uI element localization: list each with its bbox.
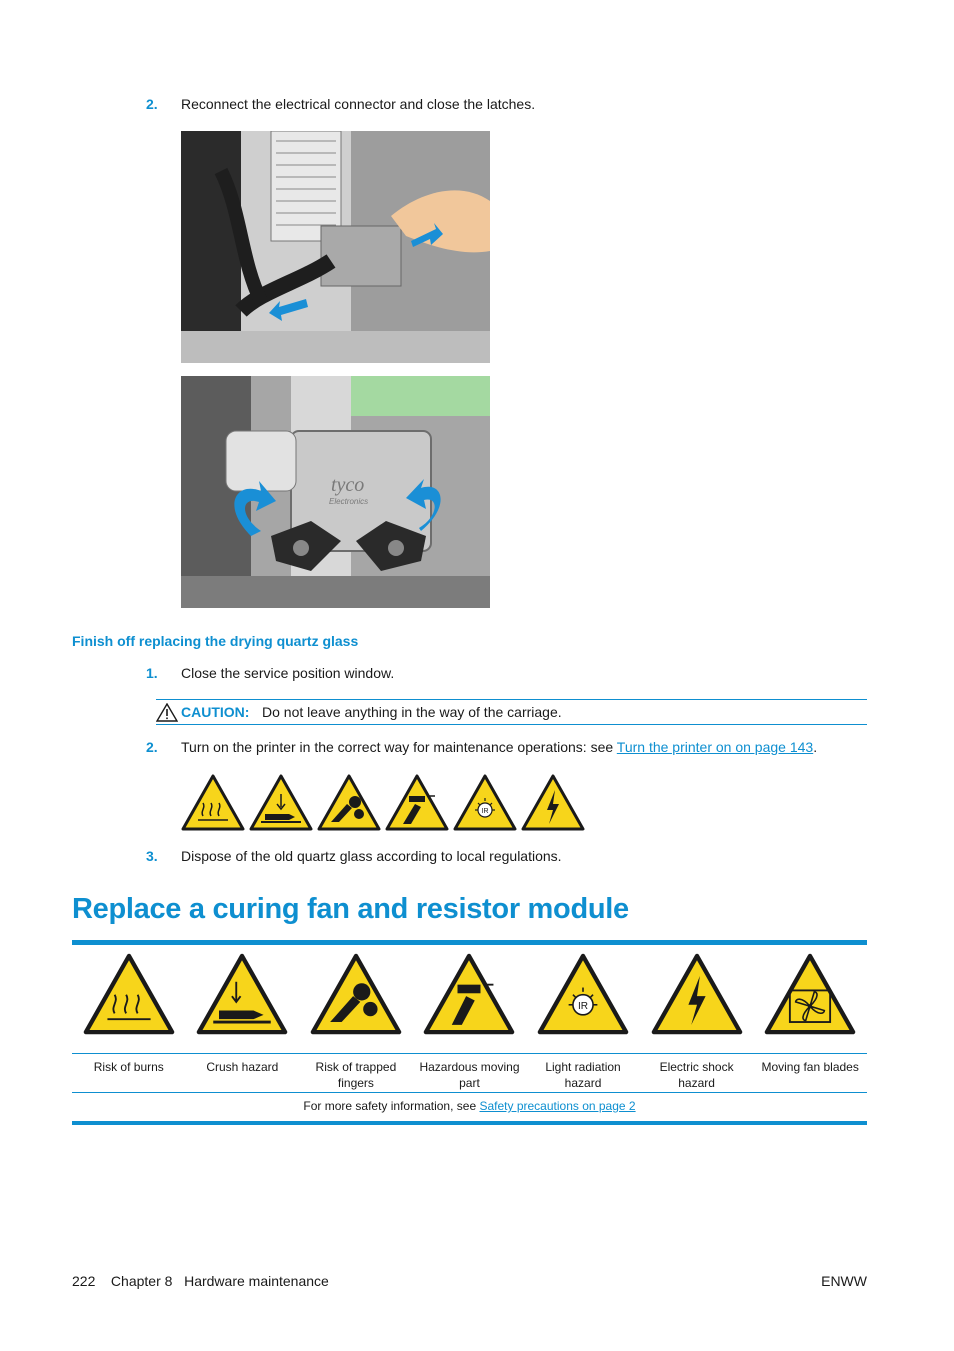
hot-surface-icon xyxy=(181,774,245,831)
section-title: Replace a curing fan and resistor module xyxy=(72,893,629,925)
chapter-title: Hardware maintenance xyxy=(184,1273,329,1289)
step-text: Dispose of the old quartz glass according to local regulations. xyxy=(181,848,562,864)
trapped-fingers-icon xyxy=(310,953,402,1035)
brand-subtext: Electronics xyxy=(329,497,369,506)
electric-shock-icon xyxy=(651,953,743,1035)
ir-label: IR xyxy=(481,808,489,815)
safety-table xyxy=(72,940,867,1125)
ir-label: IR xyxy=(578,1001,589,1013)
hot-surface-icon xyxy=(83,953,175,1035)
safety-label: Crush hazard xyxy=(206,1060,279,1074)
warning-triangle-icon xyxy=(156,703,178,722)
fan-blades-icon xyxy=(764,953,856,1035)
page-footer-left xyxy=(72,1273,329,1289)
caution-text: Do not leave anything in the way of the carriage. xyxy=(262,704,562,720)
page-footer-right: ENWW xyxy=(821,1273,867,1289)
safety-label: Electric shock hazard xyxy=(659,1060,734,1090)
safety-label: Risk of trapped fingers xyxy=(315,1060,397,1090)
safety-label: Hazardous moving part xyxy=(419,1060,520,1090)
safety-label: Moving fan blades xyxy=(761,1060,859,1074)
light-radiation-icon xyxy=(453,774,517,831)
trapped-fingers-icon xyxy=(317,774,381,831)
safety-more-info xyxy=(72,1092,867,1113)
crush-hazard-icon xyxy=(249,774,313,831)
safety-precautions-link[interactable]: Safety precautions on page 2 xyxy=(479,1099,636,1113)
caution-label: CAUTION: xyxy=(181,704,250,720)
step-text-after: . xyxy=(813,739,818,755)
moving-part-icon xyxy=(423,953,515,1035)
chapter-label: Chapter 8 xyxy=(110,1273,173,1289)
safety-more-text: For more safety information, see xyxy=(303,1099,480,1113)
step-number: 1. xyxy=(146,665,158,681)
hazard-icons-row xyxy=(181,774,585,831)
power-on-link[interactable]: Turn the printer on on page 143 xyxy=(616,739,814,755)
page-number: 222 xyxy=(72,1273,96,1289)
step-text: Close the service position window. xyxy=(181,665,395,681)
connector-photo-2 xyxy=(181,376,490,608)
step-number: 2. xyxy=(146,739,158,755)
step-text: Reconnect the electrical connector and close the latches. xyxy=(181,96,536,112)
subheading: Finish off replacing the drying quartz glass xyxy=(72,633,359,649)
crush-hazard-icon xyxy=(196,953,288,1035)
connector-photo-1 xyxy=(181,131,490,363)
step-text-before: Turn on the printer in the correct way for maintenance operations: see xyxy=(181,739,617,755)
step-number: 2. xyxy=(146,96,158,112)
safety-label: Light radiation hazard xyxy=(545,1060,621,1090)
electric-shock-icon xyxy=(521,774,585,831)
safety-icons xyxy=(72,953,867,1043)
moving-part-icon xyxy=(385,774,449,831)
light-radiation-icon xyxy=(537,953,629,1035)
safety-label: Risk of burns xyxy=(93,1060,164,1074)
step-text xyxy=(181,739,817,755)
brand-text: tyco xyxy=(331,474,365,496)
caution-box xyxy=(156,699,867,725)
step-number: 3. xyxy=(146,848,158,864)
safety-labels xyxy=(72,1053,867,1091)
